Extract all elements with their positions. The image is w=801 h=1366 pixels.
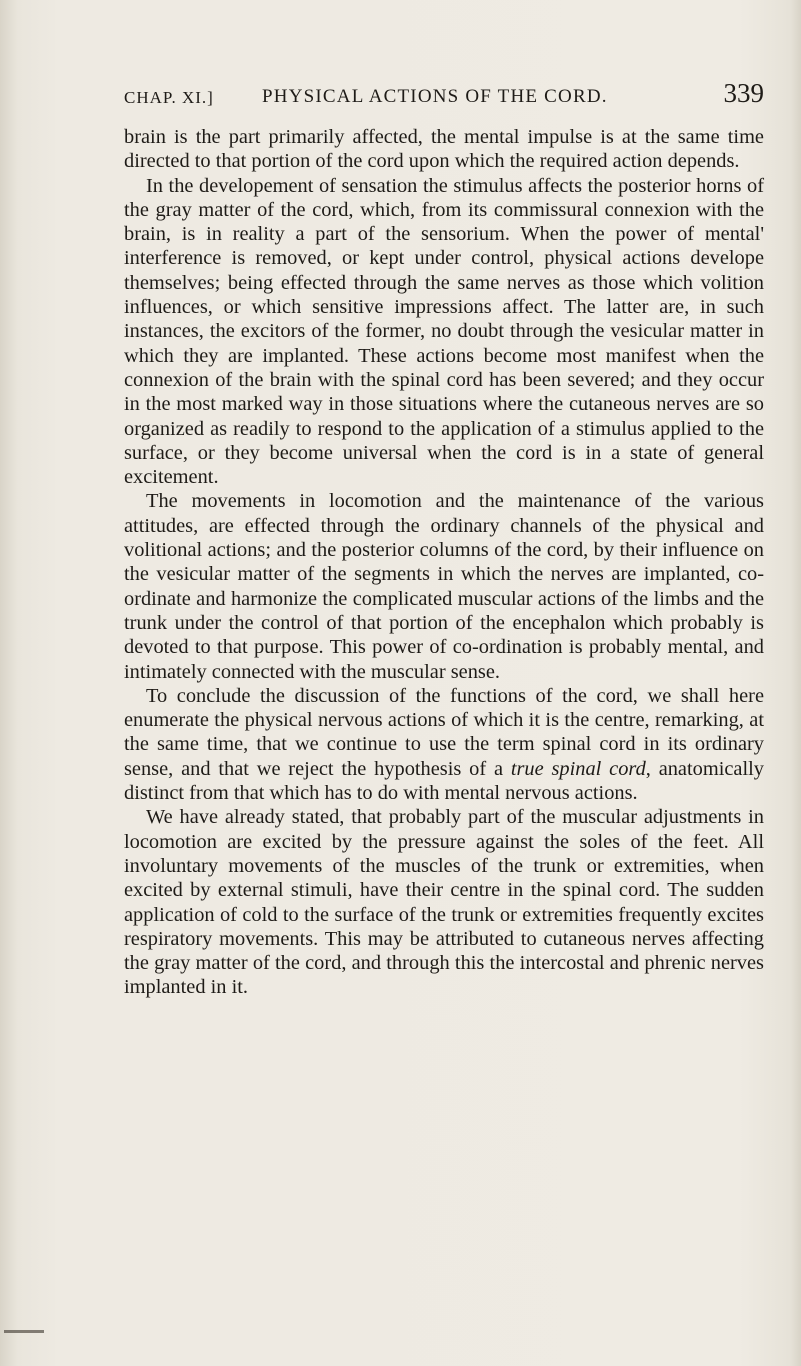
paragraph-conclusion — [124, 684, 764, 805]
paragraph-conclusion-text-a: To conclude the discussion of the functions of the cord, we shall here enumerate the physical nervous actions of which it is the centre, remarking, at the same time, that we continue to use the term spinal cord in its ordinary sense, and that we reject the hypothesis of a — [124, 684, 764, 780]
chapter-label: CHAP. XI.] — [124, 88, 214, 107]
paragraph-continued: brain is the part primarily affected, the mental impulse is at the same time directed to that portion of the cord upon which the required action depends. — [124, 126, 764, 173]
paragraph-adjustments: We have already stated, that probably part of the muscular adjustments in locomotion are excited by the pressure against the soles of the feet. All involuntary movements of the muscles of the trunk or extremities, when excited by external stimuli, have their centre in the spinal cord. The sudden application of cold to the surface of the trunk or extremities frequently excites respiratory movements. This may be attributed to cutaneous nerves affecting the gray matter of the cord, and through this the intercostal and phrenic nerves implanted in it. — [124, 806, 764, 999]
page-edge-mark — [4, 1330, 44, 1333]
running-header — [124, 78, 764, 118]
body-text — [124, 125, 764, 1000]
running-title: PHYSICAL ACTIONS OF THE CORD. — [262, 86, 608, 107]
paragraph-conclusion-text-b: , anatomically distinct from that which has to do with mental nervous actions. — [124, 757, 764, 805]
italic-term: true spinal cord — [510, 757, 646, 780]
paragraph-sensation: In the developement of sensation the stimulus affects the posterior horns of the gray matter of the cord, which, from its commissural connexion with the brain, is in reality a part of the sensorium. When the power of mental' interference is removed, or kept under control, physical actions develope themselves; being effected through the same nerves as those which volition influences, or which sensitive impressions affect. The latter are, in such instances, the excitors of the former, no doubt through the vesicular matter in which they are implanted. These actions become most manifest when the connexion of the brain with the spinal cord has been severed; and they occur in the most marked way in those situations where the cutaneous nerves are so organized as readily to respond to the application of a stimulus applied to the surface, or they become universal when the cord is in a state of general excitement. — [124, 174, 764, 489]
paragraph-locomotion: The movements in locomotion and the maintenance of the various attitudes, are effected through the ordinary channels of the physical and volitional actions; and the posterior columns of the cord, by their influence on the vesicular matter of the segments in which the nerves are implanted, co-ordinate and harmonize the complicated muscular actions of the limbs and the trunk under the control of that portion of the encephalon which probably is devoted to that purpose. This power of co-ordination is probably mental, and intimately connected with the muscular sense. — [124, 490, 764, 683]
page-number: 339 — [723, 78, 764, 108]
